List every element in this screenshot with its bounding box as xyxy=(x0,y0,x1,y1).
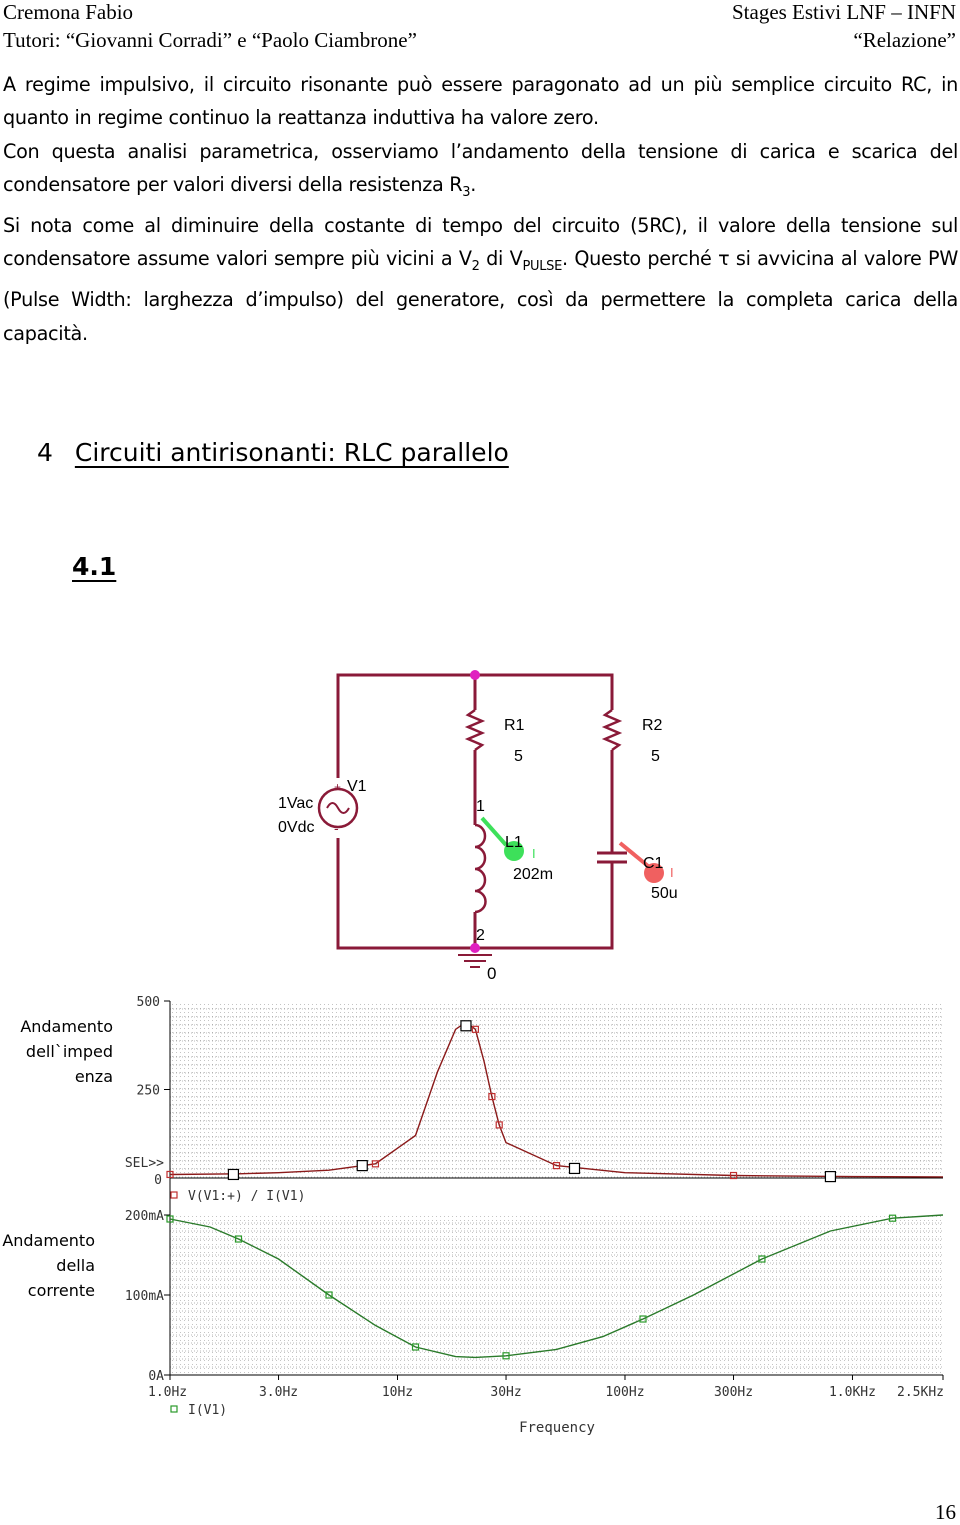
author-name: Cremona Fabio xyxy=(3,0,134,24)
x-tick-label: 3.0Hz xyxy=(258,1385,299,1400)
source-ac-label: 1Vac xyxy=(278,795,314,812)
y-tick-label: 250 xyxy=(136,1083,160,1099)
source-name-label: V1 xyxy=(347,778,367,795)
l1-probe-label: I xyxy=(532,846,536,861)
x-tick-label: 1.0Hz xyxy=(148,1385,188,1400)
r1-value-label: 5 xyxy=(514,748,523,765)
r1-name-label: R1 xyxy=(504,717,525,734)
c1-name-label: C1 xyxy=(643,855,664,872)
node-2-label: 2 xyxy=(476,927,485,944)
current-side-label: Andamento della corrente xyxy=(2,1231,95,1300)
y-tick-label: 0 xyxy=(154,1173,162,1188)
x-tick-label: 100Hz xyxy=(605,1385,645,1400)
x-axis-label: Frequency xyxy=(519,1420,595,1436)
junction-bottom xyxy=(470,943,480,953)
x-tick-label: 1.0KHz xyxy=(828,1385,876,1400)
junction-top xyxy=(470,670,480,680)
circuit-wires xyxy=(338,675,612,948)
paragraph-2: Con questa analisi parametrica, osserviamo l’andamento della tensione di carica e scarica del condensatore per valori diversi della resistenza $R_3$. xyxy=(3,139,958,200)
paragraph-3: Si nota come al diminuire della costante di tempo del circuito (5RC), il valore della tensione sul condensatore assume valori sempre più vicini a $V_2$ di $V_{PULSE}$. Questo perché τ si avvicina al valore PW (Pulse Width: larghezza d’impulso) del generatore, così da permettere la completa carica della capacità. xyxy=(3,214,958,345)
resistor-r1 xyxy=(468,710,482,750)
document-type: “Relazione” xyxy=(853,28,956,52)
ground-node-label: 0 xyxy=(487,964,497,983)
c1-probe-label: I xyxy=(670,865,674,880)
cursor-marker xyxy=(825,1172,835,1182)
l1-value-label: 202m xyxy=(513,866,554,883)
y-tick-label: 500 xyxy=(136,995,160,1010)
impedance-grid-fill xyxy=(170,1003,943,1176)
resistor-r2 xyxy=(605,710,619,750)
x-tick-label: 300Hz xyxy=(713,1385,754,1400)
impedance-legend-swatch xyxy=(171,1192,177,1198)
node-1-label: 1 xyxy=(476,798,485,815)
impedance-side-label: Andamento dell`imped enza xyxy=(20,1017,113,1086)
cursor-marker xyxy=(357,1161,367,1171)
frequency-response-plots xyxy=(0,990,960,1450)
y-tick-label: 200mA xyxy=(124,1209,164,1224)
cursor-marker xyxy=(570,1163,580,1173)
svg-text:-: - xyxy=(334,820,339,836)
current-plot-grid xyxy=(170,1215,943,1375)
l1-name-label: L1 xyxy=(505,834,523,851)
body-text xyxy=(3,68,958,350)
subsection-heading: 4.1 xyxy=(72,552,117,581)
stage-title: Stages Estivi LNF – INFN xyxy=(731,0,956,24)
current-legend-label: I(V1) xyxy=(188,1403,228,1418)
x-tick-label: 30Hz xyxy=(490,1385,522,1400)
y-tick-label: 0A xyxy=(148,1369,164,1384)
sel-label: SEL>> xyxy=(124,1156,164,1171)
section-title: Circuiti antirisonanti: RLC parallelo xyxy=(74,438,509,467)
paragraph-1: A regime impulsivo, il circuito risonante può essere paragonato ad un più semplice circuito RC, in quanto in regime continuo la reattanza induttiva ha valore zero. xyxy=(3,73,958,130)
capacitor-c1 xyxy=(597,853,627,862)
svg-text:+: + xyxy=(334,780,342,794)
section-number: 4 xyxy=(37,438,53,467)
x-tick-label: 10Hz xyxy=(381,1385,414,1400)
impedance-legend-label: V(V1:+) / I(V1) xyxy=(188,1189,306,1204)
cursor-marker xyxy=(461,1021,471,1031)
c1-value-label: 50u xyxy=(651,885,678,902)
inductor-l1 xyxy=(475,825,486,912)
cursor-marker xyxy=(228,1169,238,1179)
rlc-parallel-schematic xyxy=(0,660,960,990)
source-dc-label: 0Vdc xyxy=(278,819,315,836)
page-number: 16 xyxy=(935,1500,956,1524)
x-tick-label: 2.5KHz xyxy=(897,1385,944,1400)
current-legend-swatch xyxy=(171,1406,177,1412)
r2-value-label: 5 xyxy=(651,748,660,765)
y-tick-label: 100mA xyxy=(124,1289,164,1304)
section-heading xyxy=(37,438,509,467)
tutors-line: Tutori: “Giovanni Corradi” e “Paolo Ciambrone” xyxy=(3,28,417,52)
r2-name-label: R2 xyxy=(642,717,663,734)
impedance-plot-grid xyxy=(170,1003,943,1177)
